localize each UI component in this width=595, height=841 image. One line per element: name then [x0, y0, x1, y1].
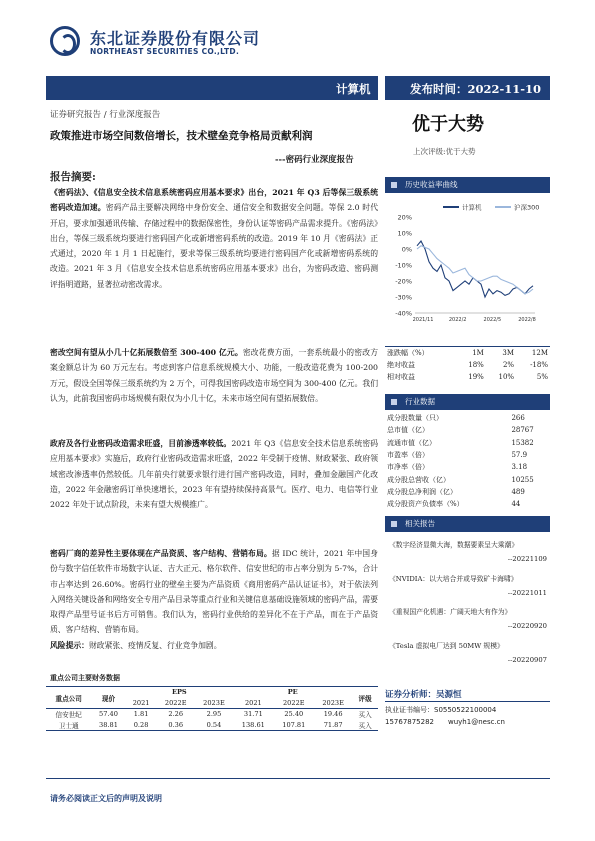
related-report-link[interactable]: 《数字经济显微大海，数据要素呈大乘潮》 — [389, 541, 519, 549]
related-report-date: --20221109 — [507, 555, 547, 563]
footer-disclaimer: 请务必阅读正文后的声明及说明 — [50, 793, 162, 803]
price-cell: 38.81 — [91, 720, 125, 731]
paragraph-text: 密码产品主要解决网络中身份安全、通信安全和数据安全问题。等保 2.0 时代开启，要求加强通讯传输、存储过程中的数据保密性，身份认证等密码产品需求提升。《密码法》出台，等保三级系统均要进行密码国产化或新增密码系统的改造。2019 年 10 月《密码法》正式通过，2020 年 1 月 1 日起施行，要求等保三级系统均要进行密码国产化或新增密码系统的改造。2021 年 3 月《信息安全技术信息系统密码应用基本要求》出台，为密码改造、密码测评指明道路，显著拉动密改需求。 — [50, 203, 379, 289]
related-report-date: --20220920 — [507, 622, 547, 630]
summary-paragraph — [50, 546, 378, 653]
data-value: 489 — [511, 487, 525, 496]
eps-cell: 0.28 — [126, 720, 157, 731]
data-label: 流通市值（亿） — [387, 438, 436, 447]
year-cell: 2023E — [314, 698, 352, 709]
company-cell: 信安世纪 — [55, 711, 82, 720]
eps-cell: 0.54 — [195, 720, 233, 731]
data-value: 28767 — [511, 426, 534, 435]
financial-table-caption: 重点公司主要财务数据 — [50, 673, 120, 682]
x-tick-label: 2022/8 — [518, 317, 536, 323]
table-row — [385, 347, 550, 359]
paragraph-lead: 密改空间有望从小几十亿拓展数倍至 300-400 亿元。 — [50, 348, 243, 357]
paragraph-text: 据 IDC 统计，2021 年中国身份与数字信任软件市场数字认证、吉大正元、格尔软件、信安世纪的市占率分别为 5-7%，合计市占率达到 26.60%。密码行业的壁垒主要为产品资质《商用密码产品认证证书》，对于依法列入网络关键设备和网络安全专用产品目录等重点行业和关键信息基础设施领域的密码产品，需要取得产品型号证书后方可销售。我们认为，密码行业供给的差异化不在于产品，而在于产品资质、客户结构、营销布局。 — [50, 549, 379, 635]
data-value: 15382 — [511, 438, 534, 447]
x-tick-label: 2021/11 — [412, 317, 434, 323]
financial-table — [46, 686, 378, 731]
data-value: 57.9 — [511, 451, 528, 460]
perf-header: 涨跌幅（%） — [387, 349, 429, 357]
perf-header: 3M — [502, 349, 515, 357]
data-value: 44 — [511, 500, 521, 509]
table-row — [385, 371, 550, 383]
previous-rating: 上次评级:优于大势 — [413, 147, 476, 156]
data-value: 10255 — [511, 475, 534, 484]
table-row — [385, 449, 550, 461]
y-tick-label: -30% — [395, 293, 412, 302]
perf-value: -18% — [530, 361, 548, 369]
table-row — [385, 486, 550, 498]
pe-cell: 71.87 — [314, 720, 352, 731]
data-label: 市净率（倍） — [387, 463, 429, 472]
paragraph-lead: 政府及各行业密码改造需求旺盛，目前渗透率较低。 — [50, 439, 232, 448]
company-cell: 卫士通 — [46, 720, 91, 731]
data-label: 总市值（亿） — [387, 426, 429, 435]
rating: 优于大势 — [412, 114, 484, 135]
table-row — [385, 412, 550, 424]
company-name-cn: 东北证券股份有限公司 — [90, 29, 261, 48]
data-label: 成分股总营收（亿） — [387, 475, 450, 484]
pe-cell: 31.71 — [243, 710, 263, 719]
table-row — [46, 720, 378, 731]
related-report-link[interactable]: 《NVIDIA：以大培合并或导致矿卡海啸》 — [389, 575, 518, 583]
y-tick-label: 20% — [397, 213, 412, 222]
eps-cell: 1.81 — [133, 710, 149, 719]
pe-cell: 138.61 — [233, 720, 273, 731]
related-report-link[interactable]: 《重视国产化机遇：广阔天地大有作为》 — [389, 608, 512, 616]
paragraph-text: 2021 年 Q3《信息安全技术信息系统密码应用基本要求》实施后，政府行业密码改造需求旺盛，2022 年受制于疫情、财政紧张、政府领域密改渗透率仍然较低。几年前央行就要求银行进行国产密码改造，同时，叠加金融国产化改造，2022 年金融密码订单快速增长，2023 年有望持续保持高景气。医疗、电力、电信等行业 2022 年处于试点阶段，未来有望大规模推广。 — [50, 439, 378, 510]
paragraph-lead: 密码厂商的差异性主要体现在产品资质、客户结构、营销布局。 — [50, 549, 272, 558]
eps-cell: 2.95 — [206, 710, 222, 719]
perf-value: 18% — [468, 361, 484, 369]
legend-label: 计算机 — [462, 203, 482, 212]
release-date: 发布时间：2022-11-10 — [410, 82, 542, 96]
legend-label: 沪深300 — [514, 203, 540, 212]
y-tick-label: -40% — [395, 309, 412, 318]
rating-cell: 买入 — [358, 711, 372, 720]
risk-lead: 风险提示： — [50, 640, 89, 650]
report-subtitle: ---密码行业深度报告 — [275, 155, 354, 165]
y-tick-label: -10% — [395, 261, 412, 270]
price-cell: 57.40 — [99, 710, 118, 719]
table-row — [385, 461, 550, 473]
pe-cell: 19.46 — [323, 710, 343, 719]
table-row — [46, 709, 378, 720]
col-company: 重点公司 — [46, 687, 91, 709]
perf-label: 相对收益 — [387, 373, 415, 381]
pe-cell: 107.81 — [274, 720, 314, 731]
perf-value: 10% — [498, 373, 515, 381]
related-report-link[interactable]: 《Tesla 虚拟电厂达到 50MW 规模》 — [389, 642, 504, 650]
year-cell: 2021 — [233, 698, 273, 709]
col-pe: PE — [233, 687, 352, 698]
eps-cell: 2.26 — [168, 710, 184, 719]
perf-value: 19% — [468, 373, 484, 381]
paragraph-text: 密改花费方面，一套系统最小的密改方案金额总计为 60 万元左右。考虑到客户信息系统规模大小、功能，一般改造花费为 100-200 万元，假设全国等保三级系统约为 2 万个，可得我国密码改造市场空间为 300-400 亿元。我们认为，此前我国密码市场规模有限仅为小几十亿，未来市场空间有望拓展数倍。 — [50, 348, 378, 403]
year-cell: 2021 — [126, 698, 157, 709]
summary-heading: 报告摘要: — [50, 171, 96, 183]
return-chart — [385, 195, 550, 330]
industry-bar — [46, 76, 378, 100]
breadcrumb: 证券研究报告 / 行业深度报告 — [50, 110, 161, 120]
analyst-email[interactable]: wuyh1@nesc.cn — [448, 718, 505, 726]
y-tick-label: 10% — [397, 229, 412, 238]
industry-data-table — [385, 412, 550, 510]
perf-header: 12M — [531, 349, 548, 357]
data-label: 成分股数量（只） — [387, 414, 443, 423]
eps-cell: 0.36 — [157, 720, 195, 731]
company-name-en: NORTHEAST SECURITIES CO.,LTD. — [90, 47, 240, 56]
analyst-phone: 15767875282 — [385, 718, 434, 726]
analyst-license: 执业证书编号：S0550522100004 — [385, 706, 497, 714]
table-row — [385, 473, 550, 485]
pe-cell: 25.40 — [284, 710, 304, 719]
year-cell: 2023E — [195, 698, 233, 709]
summary-paragraph — [50, 436, 378, 512]
report-title: 政策推进市场空间数倍增长，技术壁垒竞争格局贡献利润 — [50, 130, 313, 142]
chart-heading: 历史收益率曲线 — [385, 177, 550, 193]
col-eps: EPS — [126, 687, 234, 698]
related-heading: 相关报告 — [385, 516, 550, 532]
footer-divider — [46, 778, 550, 779]
table-row — [385, 498, 550, 510]
divider — [385, 701, 550, 702]
industry-label: 计算机 — [336, 82, 371, 96]
table-row — [385, 359, 550, 371]
related-report-date: --20221011 — [507, 589, 547, 597]
data-label: 市盈率（倍） — [387, 451, 429, 460]
performance-table — [385, 347, 550, 383]
year-cell: 2022E — [157, 698, 195, 709]
perf-value: 5% — [536, 373, 548, 381]
perf-value: 2% — [502, 361, 515, 369]
rating-cell: 买入 — [352, 720, 378, 731]
data-label: 成分股总净利润（亿） — [387, 487, 457, 496]
x-tick-label: 2022/2 — [448, 317, 467, 323]
summary-paragraph — [50, 185, 378, 292]
y-tick-label: -20% — [395, 277, 412, 286]
series-line — [417, 241, 533, 297]
industry-data-heading: 行业数据 — [385, 394, 550, 410]
analyst-name: 证券分析师：吴源恒 — [385, 690, 462, 700]
risk-text: 财政紧张、疫情反复、行业竞争加剧。 — [88, 640, 222, 650]
return-chart-svg — [385, 195, 550, 330]
paragraph-lead: 《密码法》、《信息安全技术信息系统密码应用基本要求》出台，2021 年 Q3 后等保三级系统密码改造加速。 — [50, 188, 378, 213]
x-tick-label: 2022/5 — [483, 317, 502, 323]
table-row — [385, 437, 550, 449]
perf-label: 绝对收益 — [387, 361, 415, 369]
related-report-date: --20220907 — [507, 656, 547, 664]
perf-header: 1M — [472, 349, 484, 357]
col-price: 现价 — [91, 687, 125, 709]
summary-paragraph — [50, 345, 378, 406]
company-logo-icon — [50, 26, 80, 56]
data-label: 成分股资产负债率（%） — [387, 500, 464, 509]
data-value: 266 — [511, 414, 525, 423]
year-cell: 2022E — [274, 698, 314, 709]
y-tick-label: 0% — [401, 245, 412, 254]
table-row — [385, 424, 550, 436]
data-value: 3.18 — [511, 463, 528, 472]
col-rating: 评级 — [352, 687, 378, 709]
